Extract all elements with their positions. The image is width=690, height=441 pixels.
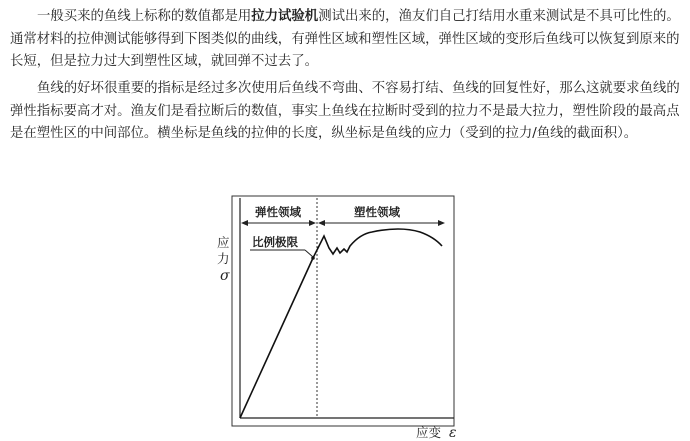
y-axis-symbol: σ: [220, 268, 230, 284]
elastic-arrow-left-head: [241, 220, 248, 226]
y-axis-label-char-1: 应: [217, 235, 230, 250]
y-axis-label-char-2: 力: [217, 251, 230, 266]
plastic-region-label: 塑性领域: [354, 205, 400, 219]
proportional-limit-label: 比例极限: [252, 235, 298, 249]
diagram-frame: [232, 196, 454, 426]
elastic-region-label: 弹性领域: [255, 205, 301, 219]
x-axis-label: 应变: [416, 425, 442, 440]
plastic-curve: [313, 229, 442, 258]
elastic-arrow-right-head: [309, 220, 316, 226]
proportional-limit-pointer: [305, 250, 313, 257]
x-axis-symbol: ε: [449, 425, 457, 441]
elastic-line: [240, 258, 313, 418]
plastic-arrow-left-head: [318, 220, 325, 226]
paragraph-2-text: 鱼线的好坏很重要的指标是经过多次使用后鱼线不弯曲、不容易打结、鱼线的回复性好，那么这就要求鱼线的弹性指标要高才对。渔友们是看拉断后的数值，事实上鱼线在拉断时受到的拉力不是最大拉力，塑性阶段的最高点是在塑性区的中间部位。横坐标是鱼线的拉伸的长度，纵坐标是鱼线的应力（受到的拉力/鱼线的截面积）。: [10, 81, 680, 141]
paragraph-1-text-b: 测试出来的，渔友们自己打结用水重来测试是不具可比性的。通常材料的拉伸测试能够得到下图类似的曲线，有弹性区域和塑性区域，弹性区域的变形后鱼线可以恢复到原来的长短，但是拉力过大到塑性区域，就回弹不过去了。: [10, 9, 680, 69]
paragraph-1-bold-term: 拉力试验机: [251, 9, 319, 24]
paragraph-1-text-a: 一般买来的鱼线上标称的数值都是用: [37, 9, 252, 24]
plastic-arrow-right-head: [438, 220, 445, 226]
